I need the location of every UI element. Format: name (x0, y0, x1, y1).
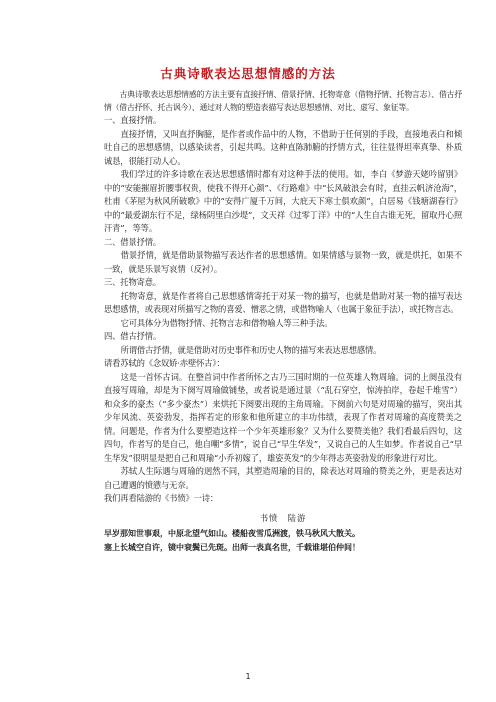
example-intro: 请看苏轼的《念奴娇·赤壁怀古》： (104, 358, 225, 369)
poem-line: 早岁那知世事艰，中原北望气如山。楼船夜雪瓜洲渡，铁马秋风大散关。 (104, 528, 360, 539)
body-paragraph: 托物寄意，就是作者将自己思想感情寄托于对某一物的描写，也就是借助对某一物的描写表达思想感情，或表现对所描写之物的喜爱、憎恶之情，或借物喻人（也属于象征手法），或托物言志。 (104, 290, 462, 315)
poem-intro: 我们再看陆游的《书愤》一诗： (104, 493, 219, 504)
body-paragraph: 我们学过的许多诗歌在表达思想感情时都有对这种手法的使用。如，李白《梦游天姥吟留别》中的“安能摧眉折腰事权贵，使我不得开心颜”、《行路难》中“长风破浪会有时，直挂云帆济沧海”，杜甫《茅屋为秋风所破歌》中的“安得广厦千万间，大庇天下寒士俱欢颜”，白居易《钱塘湖春行》中的“最爱湖东行不足，绿杨阴里白沙堤”，文天祥《过零丁洋》中的“人生自古谁无死，留取丹心照汗青”，等等。 (104, 169, 462, 234)
intro-paragraph: 古典诗歌表达思想情感的方法主要有直接抒情、借景抒情、托物寄意（借物抒情、托物言志）、借古抒情（借古抒怀、托古讽今）、通过对人物的塑造表描写表达思想感情、对比、虚写、象征等。 (104, 90, 462, 113)
poem-title: 书愤 陆游 (259, 512, 307, 523)
body-paragraph: 所谓借古抒情，就是借助对历史事件和历史人物的描写来表达思想感情。 (120, 344, 382, 355)
analysis-paragraph: 这是一首怀古词。在整首词中作者所怀之古乃三国时期的一位英雄人物周瑜。词的上阕虽没有直接写周瑜，却是为下阕写周瑜做铺垫，或者说是通过景（“乱石穿空，惊涛拍岸，卷起千堆雪”）和众多的豪杰（“多少豪杰”）来烘托下阕要出现的主角周瑜。下阕前六句是对周瑜的描写，突出其少年风流、英姿勃发，指挥若定的形象和他所建立的丰功伟绩，表现了作者对周瑜的高度赞美之情。问题是，作者为什么要塑造这样一个少年英雄形象？又为什么要赞美他？我们看最后四句，这四句，作者写的是自己，他自嘲“多情”，说自己“早生华发”，又说自己的人生如梦。作者说自己“早生华发”很明显是把自己和周瑜“小乔初嫁了，雄姿英发”的少年得志英姿勃发的形象进行对比。 (104, 371, 462, 463)
body-paragraph: 它可具体分为借物抒情、托物言志和借物喻人等三种手法。 (120, 317, 333, 328)
document-title: 古典诗歌表达思想情感的方法 (160, 66, 336, 81)
section-heading: 四、借古抒情。 (104, 331, 162, 342)
analysis-paragraph: 苏轼人生际遇与周瑜的迥然不同，其塑造周瑜的目的，除表达对周瑜的赞美之外，更是表达对自己遭遇的愤懑与无奈。 (104, 466, 462, 490)
section-heading: 三、托物寄意。 (104, 277, 162, 288)
body-paragraph: 直接抒情，又叫直抒胸臆，是作者或作品中的人物，不借助于任何别的手段，直接地表白和倾吐自己的思想感情，以感染读者，引起共鸣。这种直陈肺腑的抒情方式，往往显得坦率真挚、朴质诚恳，很能打动人心。 (104, 128, 462, 166)
body-paragraph: 借景抒情，就是借助景物描写表达作者的思想感情。如果情感与景物一致，就是烘托，如果不一致，就是乐景写哀情（反衬）。 (104, 250, 462, 274)
page-number: 1 (245, 672, 251, 681)
document-body (104, 88, 462, 554)
section-heading: 二、借景抒情。 (104, 236, 162, 247)
poem-line: 塞上长城空自许，镜中衰鬓已先斑。出师一表真名世，千载谁堪伯仲间！ (104, 541, 360, 552)
section-heading: 一、直接抒情。 (104, 115, 162, 126)
